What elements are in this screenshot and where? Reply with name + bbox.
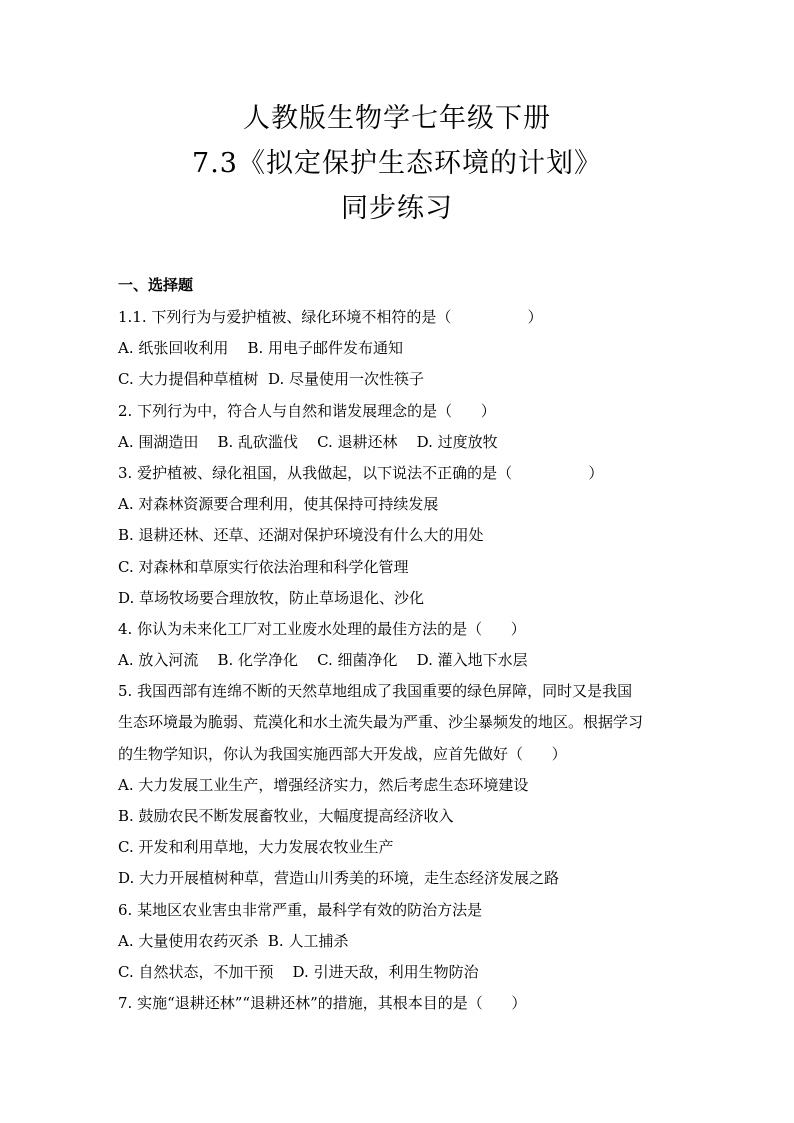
question-7: 7. 实施“退耕还林”“退耕还林”的措施，其根本目的是（ ） xyxy=(118,994,527,1013)
question-3-option-c: C. 对森林和草原实行依法治理和科学化管理 xyxy=(118,557,409,576)
question-3-option-b: B. 退耕还林、还草、还湖对保护环境没有什么大的用处 xyxy=(118,526,484,545)
question-5-line-1: 5. 我国西部有连绵不断的天然草地组成了我国重要的绿色屏障，同时又是我国 xyxy=(118,682,633,701)
question-3: 3. 爱护植被、绿化祖国，从我做起，以下说法不正确的是（ ） xyxy=(118,463,604,482)
title-line-3: 同步练习 xyxy=(341,193,453,224)
question-1-options-ab: A. 纸张回收利用 B. 用电子邮件发布通知 xyxy=(118,339,404,358)
document-title xyxy=(0,96,794,231)
question-4: 4. 你认为未来化工厂对工业废水处理的最佳方法的是（ ） xyxy=(118,619,526,638)
question-5-option-c: C. 开发和利用草地，大力发展农牧业生产 xyxy=(118,838,394,857)
question-3-option-d: D. 草场牧场要合理放牧，防止草场退化、沙化 xyxy=(118,588,425,607)
question-5-option-d: D. 大力开展植树种草，营造山川秀美的环境，走生态经济发展之路 xyxy=(118,869,560,888)
title-line-1: 人教版生物学七年级下册 xyxy=(243,103,551,134)
question-2: 2. 下列行为中，符合人与自然和谐发展理念的是（ ） xyxy=(118,401,496,420)
question-4-options: A. 放入河流 B. 化学净化 C. 细菌净化 D. 灌入地下水层 xyxy=(118,651,528,670)
question-5-line-3: 的生物学知识，你认为我国实施西部大开发战，应首先做好（ ） xyxy=(118,744,567,763)
question-6-options-ab: A. 大量使用农药灭杀 B. 人工捕杀 xyxy=(118,931,349,950)
question-3-option-a: A. 对森林资源要合理利用，使其保持可持续发展 xyxy=(118,495,439,514)
question-2-options: A. 围湖造田 B. 乱砍滥伐 C. 退耕还林 D. 过度放牧 xyxy=(118,432,498,451)
question-5-line-2: 生态环境最为脆弱、荒漠化和水土流失最为严重、沙尘暴频发的地区。根据学习 xyxy=(118,713,644,732)
question-6-options-cd: C. 自然状态，不加干预 D. 引进天敌，利用生物防治 xyxy=(118,962,479,981)
section-heading: 一、选择题 xyxy=(118,276,194,294)
exercise-content xyxy=(118,270,678,1019)
question-5-option-b: B. 鼓励农民不断发展畜牧业，大幅度提高经济收入 xyxy=(118,807,454,825)
question-1: 1.1. 下列行为与爱护植被、绿化环境不相符的是（ ） xyxy=(118,308,543,326)
question-6: 6. 某地区农业害虫非常严重，最科学有效的防治方法是 xyxy=(118,900,483,919)
question-5-option-a: A. 大力发展工业生产，增强经济实力，然后考虑生态环境建设 xyxy=(118,775,529,794)
question-1-options-cd: C. 大力提倡种草植树 D. 尽量使用一次性筷子 xyxy=(118,370,425,389)
title-line-2: 7.3《拟定保护生态环境的计划》 xyxy=(192,148,602,179)
